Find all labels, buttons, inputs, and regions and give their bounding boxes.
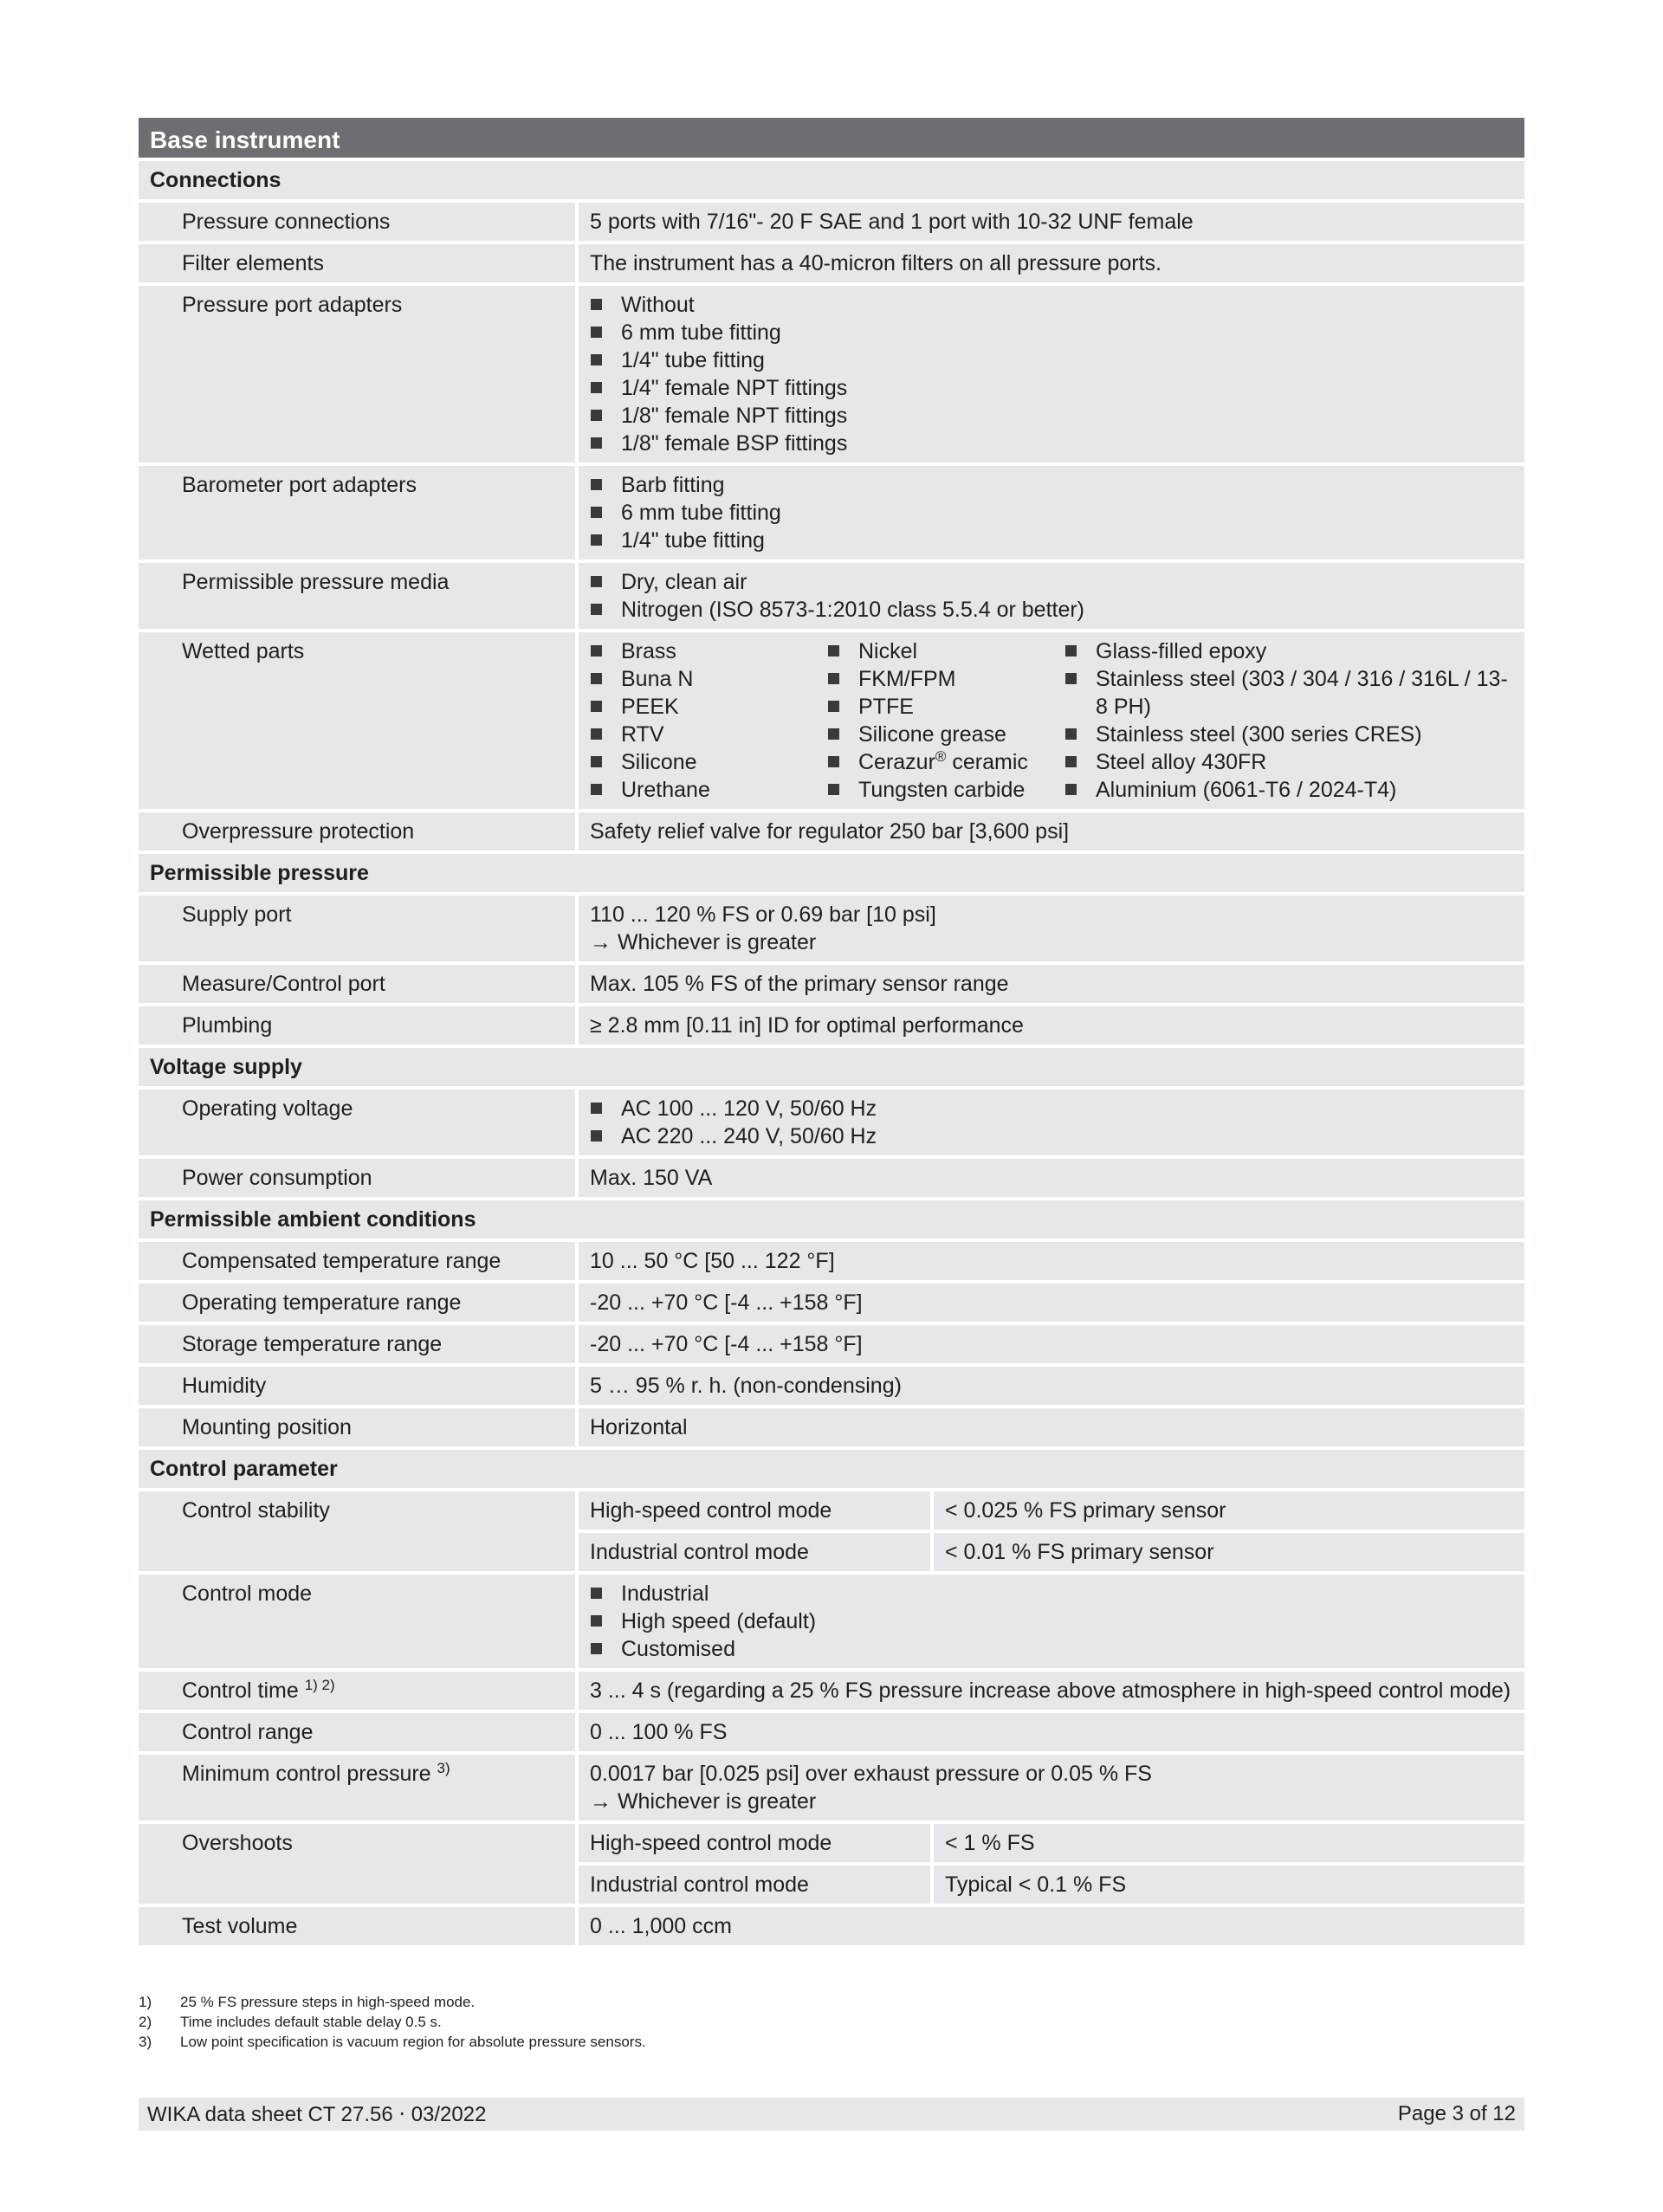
table-row bbox=[139, 1090, 1524, 1155]
row-label: Control mode bbox=[139, 1575, 575, 1668]
row-label bbox=[139, 1672, 575, 1710]
table-row bbox=[139, 1242, 1524, 1280]
row-value: The instrument has a 40-micron filters on all pressure ports. bbox=[575, 244, 1524, 282]
row-label: Mounting position bbox=[139, 1408, 575, 1446]
table-row bbox=[139, 1824, 1524, 1862]
value-line: 110 ... 120 % FS or 0.69 bar [10 psi] bbox=[590, 902, 936, 927]
wetted-parts-col-3 bbox=[1064, 637, 1513, 804]
section-heading-connections: Connections bbox=[139, 161, 1524, 199]
list-item: Urethane bbox=[590, 776, 827, 804]
table-row bbox=[139, 1713, 1524, 1751]
row-value bbox=[575, 563, 1524, 629]
list-item bbox=[827, 748, 1064, 776]
row-label: Control range bbox=[139, 1713, 575, 1751]
table-row bbox=[139, 1672, 1524, 1710]
footnote-text: 25 % FS pressure steps in high-speed mode. bbox=[180, 1994, 476, 2010]
registered-mark: ® bbox=[935, 748, 947, 765]
footer-doc-ref: WIKA data sheet CT 27.56 ⋅ 03/2022 bbox=[147, 2102, 487, 2126]
spec-table bbox=[139, 114, 1524, 1949]
table-row bbox=[139, 1755, 1524, 1821]
section-row bbox=[139, 1450, 1524, 1488]
table-row bbox=[139, 203, 1524, 241]
row-label: Control stability bbox=[139, 1491, 575, 1571]
table-row bbox=[139, 286, 1524, 462]
section-heading-permissible-pressure: Permissible pressure bbox=[139, 854, 1524, 892]
bullet-list bbox=[590, 637, 827, 804]
row-label: Filter elements bbox=[139, 244, 575, 282]
list-item: RTV bbox=[590, 721, 827, 748]
row-value bbox=[575, 1575, 1524, 1668]
section-row bbox=[139, 854, 1524, 892]
row-value: -20 ... +70 °C [-4 ... +158 °F] bbox=[575, 1325, 1524, 1363]
wetted-parts-col-1 bbox=[590, 637, 827, 804]
list-item: 1/8" female NPT fittings bbox=[590, 402, 1513, 430]
row-value: 10 ... 50 °C [50 ... 122 °F] bbox=[575, 1242, 1524, 1280]
list-item: High speed (default) bbox=[590, 1607, 1513, 1635]
row-value: 5 ports with 7/16"- 20 F SAE and 1 port with 10-32 UNF female bbox=[575, 203, 1524, 241]
table-row bbox=[139, 466, 1524, 559]
section-row bbox=[139, 1048, 1524, 1086]
row-label: Barometer port adapters bbox=[139, 466, 575, 559]
value-line: → Whichever is greater bbox=[590, 930, 817, 954]
label-text: Control time bbox=[182, 1678, 299, 1703]
row-label: Humidity bbox=[139, 1367, 575, 1405]
list-item: PEEK bbox=[590, 693, 827, 721]
footnote bbox=[139, 2032, 646, 2052]
bullet-list bbox=[590, 291, 1513, 457]
footnotes bbox=[139, 1992, 646, 2052]
row-value: Horizontal bbox=[575, 1408, 1524, 1446]
mode-cell: High-speed control mode bbox=[575, 1491, 930, 1530]
row-label bbox=[139, 1755, 575, 1821]
list-item: Tungsten carbide bbox=[827, 776, 1064, 804]
row-label: Permissible pressure media bbox=[139, 563, 575, 629]
table-row bbox=[139, 1907, 1524, 1945]
list-item: 6 mm tube fitting bbox=[590, 319, 1513, 346]
table-row bbox=[139, 244, 1524, 282]
footnote-text: Low point specification is vacuum region for absolute pressure sensors. bbox=[180, 2034, 646, 2050]
value-line: 0.0017 bar [0.025 psi] over exhaust pressure or 0.05 % FS bbox=[590, 1762, 1152, 1786]
row-label: Pressure connections bbox=[139, 203, 575, 241]
row-label: Compensated temperature range bbox=[139, 1242, 575, 1280]
list-item: Steel alloy 430FR bbox=[1064, 748, 1513, 776]
bullet-list bbox=[590, 1580, 1513, 1663]
row-value bbox=[575, 466, 1524, 559]
row-value: 0 ... 1,000 ccm bbox=[575, 1907, 1524, 1945]
mode-value: < 0.01 % FS primary sensor bbox=[930, 1533, 1524, 1571]
table-row bbox=[139, 1408, 1524, 1446]
row-value: ≥ 2.8 mm [0.11 in] ID for optimal performance bbox=[575, 1006, 1524, 1045]
table-row bbox=[139, 812, 1524, 851]
row-value: 0 ... 100 % FS bbox=[575, 1713, 1524, 1751]
page-footer bbox=[139, 2098, 1524, 2131]
row-label: Power consumption bbox=[139, 1159, 575, 1197]
row-value bbox=[575, 632, 1524, 809]
wetted-parts-columns bbox=[590, 637, 1513, 804]
section-row bbox=[139, 1200, 1524, 1239]
footnote bbox=[139, 2012, 646, 2032]
table-row bbox=[139, 563, 1524, 629]
row-label: Operating voltage bbox=[139, 1090, 575, 1155]
table-row bbox=[139, 896, 1524, 961]
list-item: FKM/FPM bbox=[827, 665, 1064, 693]
list-item: AC 220 ... 240 V, 50/60 Hz bbox=[590, 1122, 1513, 1150]
section-heading-voltage-supply: Voltage supply bbox=[139, 1048, 1524, 1086]
value-line: → Whichever is greater bbox=[590, 1789, 817, 1814]
table-row bbox=[139, 632, 1524, 809]
row-label: Wetted parts bbox=[139, 632, 575, 809]
table-row bbox=[139, 1575, 1524, 1668]
spec-sheet bbox=[139, 118, 1524, 1949]
wetted-parts-col-2 bbox=[827, 637, 1064, 804]
list-item: Aluminium (6061-T6 / 2024-T4) bbox=[1064, 776, 1513, 804]
section-row bbox=[139, 161, 1524, 199]
list-item: 6 mm tube fitting bbox=[590, 499, 1513, 527]
table-title-row bbox=[139, 118, 1524, 158]
list-item: 1/4" tube fitting bbox=[590, 527, 1513, 554]
table-row bbox=[139, 1325, 1524, 1363]
table-row bbox=[139, 965, 1524, 1003]
section-heading-ambient: Permissible ambient conditions bbox=[139, 1200, 1524, 1239]
row-label: Test volume bbox=[139, 1907, 575, 1945]
list-item: 1/8" female BSP fittings bbox=[590, 430, 1513, 457]
row-value bbox=[575, 1090, 1524, 1155]
mode-cell: Industrial control mode bbox=[575, 1533, 930, 1571]
row-value bbox=[575, 1755, 1524, 1821]
table-row bbox=[139, 1159, 1524, 1197]
row-label: Overshoots bbox=[139, 1824, 575, 1904]
cerazur-name: Cerazur bbox=[858, 750, 935, 774]
list-item: 1/4" female NPT fittings bbox=[590, 374, 1513, 402]
bullet-list bbox=[827, 637, 1064, 804]
row-label: Pressure port adapters bbox=[139, 286, 575, 462]
list-item: Industrial bbox=[590, 1580, 1513, 1607]
list-item: Nickel bbox=[827, 637, 1064, 665]
row-label: Operating temperature range bbox=[139, 1284, 575, 1322]
table-row bbox=[139, 1006, 1524, 1045]
section-heading-control: Control parameter bbox=[139, 1450, 1524, 1488]
row-value bbox=[575, 896, 1524, 961]
footnote-ref: 3) bbox=[437, 1760, 450, 1776]
mode-cell: Industrial control mode bbox=[575, 1866, 930, 1904]
row-label: Storage temperature range bbox=[139, 1325, 575, 1363]
row-label: Supply port bbox=[139, 896, 575, 961]
footnote-number: 2) bbox=[139, 2014, 152, 2030]
mode-cell: High-speed control mode bbox=[575, 1824, 930, 1862]
cerazur-suffix: ceramic bbox=[946, 750, 1028, 774]
row-label: Measure/Control port bbox=[139, 965, 575, 1003]
mode-value: < 0.025 % FS primary sensor bbox=[930, 1491, 1524, 1530]
list-item: Stainless steel (300 series CRES) bbox=[1064, 721, 1513, 748]
mode-value: Typical < 0.1 % FS bbox=[930, 1866, 1524, 1904]
bullet-list bbox=[1064, 637, 1513, 804]
page-number: Page 3 of 12 bbox=[1397, 2102, 1516, 2125]
table-row bbox=[139, 1284, 1524, 1322]
bullet-list bbox=[590, 568, 1513, 624]
table-title: Base instrument bbox=[139, 118, 1524, 158]
list-item: Silicone grease bbox=[827, 721, 1064, 748]
list-item: AC 100 ... 120 V, 50/60 Hz bbox=[590, 1095, 1513, 1122]
list-item: Customised bbox=[590, 1635, 1513, 1663]
list-item: Without bbox=[590, 291, 1513, 319]
footnote-ref: 1) 2) bbox=[304, 1677, 335, 1693]
row-value: -20 ... +70 °C [-4 ... +158 °F] bbox=[575, 1284, 1524, 1322]
table-row bbox=[139, 1491, 1524, 1530]
list-item: Brass bbox=[590, 637, 827, 665]
list-item: Silicone bbox=[590, 748, 827, 776]
row-value: Safety relief valve for regulator 250 bar [3,600 psi] bbox=[575, 812, 1524, 851]
row-value: 3 ... 4 s (regarding a 25 % FS pressure increase above atmosphere in high-speed control mode) bbox=[575, 1672, 1524, 1710]
footnote-text: Time includes default stable delay 0.5 s. bbox=[180, 2014, 442, 2030]
list-item: Stainless steel (303 / 304 / 316 / 316L / 13-8 PH) bbox=[1064, 665, 1513, 721]
label-text: Minimum control pressure bbox=[182, 1762, 431, 1786]
list-item: Barb fitting bbox=[590, 471, 1513, 499]
row-value bbox=[575, 286, 1524, 462]
footnote bbox=[139, 1992, 646, 2012]
list-item: Nitrogen (ISO 8573-1:2010 class 5.5.4 or better) bbox=[590, 596, 1513, 624]
footnote-number: 1) bbox=[139, 1994, 152, 2010]
footnote-number: 3) bbox=[139, 2034, 152, 2050]
bullet-list bbox=[590, 1095, 1513, 1150]
table-row bbox=[139, 1367, 1524, 1405]
row-label: Overpressure protection bbox=[139, 812, 575, 851]
mode-value: < 1 % FS bbox=[930, 1824, 1524, 1862]
list-item: Dry, clean air bbox=[590, 568, 1513, 596]
row-label: Plumbing bbox=[139, 1006, 575, 1045]
list-item: PTFE bbox=[827, 693, 1064, 721]
list-item: 1/4" tube fitting bbox=[590, 346, 1513, 374]
list-item: Glass-filled epoxy bbox=[1064, 637, 1513, 665]
row-value: 5 … 95 % r. h. (non-condensing) bbox=[575, 1367, 1524, 1405]
list-item: Buna N bbox=[590, 665, 827, 693]
row-value: Max. 150 VA bbox=[575, 1159, 1524, 1197]
row-value: Max. 105 % FS of the primary sensor range bbox=[575, 965, 1524, 1003]
bullet-list bbox=[590, 471, 1513, 554]
